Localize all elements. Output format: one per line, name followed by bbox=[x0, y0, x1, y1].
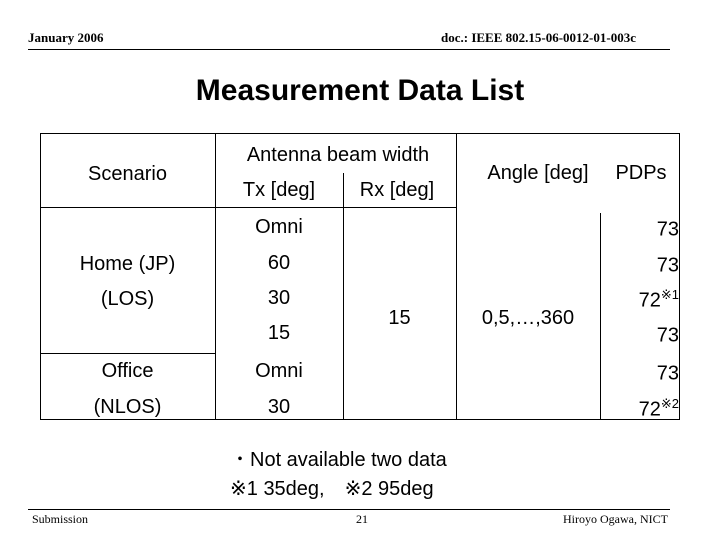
header-doc-id: doc.: IEEE 802.15-06-0012-01-003c bbox=[441, 30, 636, 45]
rx-value: 15 bbox=[388, 307, 411, 329]
tx-value: 60 bbox=[267, 252, 291, 274]
footer-rule bbox=[28, 509, 670, 510]
tx-value: 15 bbox=[267, 322, 291, 344]
header-rule bbox=[28, 49, 670, 50]
col-header-scenario: Scenario bbox=[88, 163, 167, 185]
divider-rx bbox=[343, 173, 344, 420]
pdps-value: 73 bbox=[656, 218, 679, 241]
note-line1: ・Not available two data bbox=[230, 449, 447, 471]
page-title: Measurement Data List bbox=[195, 74, 525, 107]
note-line2: ※1 35deg, ※2 95deg bbox=[230, 478, 434, 500]
table-border-top bbox=[40, 133, 680, 134]
col-header-antenna: Antenna beam width bbox=[246, 144, 430, 166]
scenario-office-line2: (NLOS) bbox=[93, 396, 162, 418]
tx-value: Omni bbox=[255, 360, 303, 382]
pdps-value: 73 bbox=[656, 324, 679, 347]
tx-value: 30 bbox=[267, 287, 291, 309]
pdps-value: 72$^{※2}$ bbox=[638, 396, 679, 421]
col-header-pdps: PDPs bbox=[615, 162, 667, 184]
header-date: January 2006 bbox=[28, 30, 104, 45]
scenario-home-line2: (LOS) bbox=[100, 288, 155, 310]
col-header-rx: Rx [deg] bbox=[359, 179, 435, 201]
col-header-angle: Angle [deg] bbox=[487, 162, 589, 184]
footer-page-number: 21 bbox=[356, 512, 368, 526]
measurement-table bbox=[40, 133, 680, 420]
divider-angle bbox=[456, 133, 457, 420]
divider-pdps bbox=[600, 213, 601, 420]
table-border-right bbox=[679, 133, 680, 420]
pdps-value: 73 bbox=[656, 362, 679, 385]
footer-author: Hiroyo Ogawa, NICT bbox=[563, 512, 668, 526]
col-header-tx: Tx [deg] bbox=[242, 179, 316, 201]
tx-value: Omni bbox=[255, 216, 303, 238]
angle-value: 0,5,…,360 bbox=[481, 307, 575, 329]
pdps-value: 73 bbox=[656, 254, 679, 277]
scenario-office-line1: Office bbox=[101, 360, 154, 382]
scenario-home-line1: Home (JP) bbox=[79, 253, 176, 275]
table-border-bottom bbox=[40, 419, 680, 420]
tx-value: 30 bbox=[267, 396, 291, 418]
pdps-value: 72$^{※1}$ bbox=[638, 287, 679, 312]
header-row-rule bbox=[40, 207, 457, 208]
scenario-row-rule bbox=[40, 353, 216, 354]
footer-submission: Submission bbox=[32, 512, 89, 526]
